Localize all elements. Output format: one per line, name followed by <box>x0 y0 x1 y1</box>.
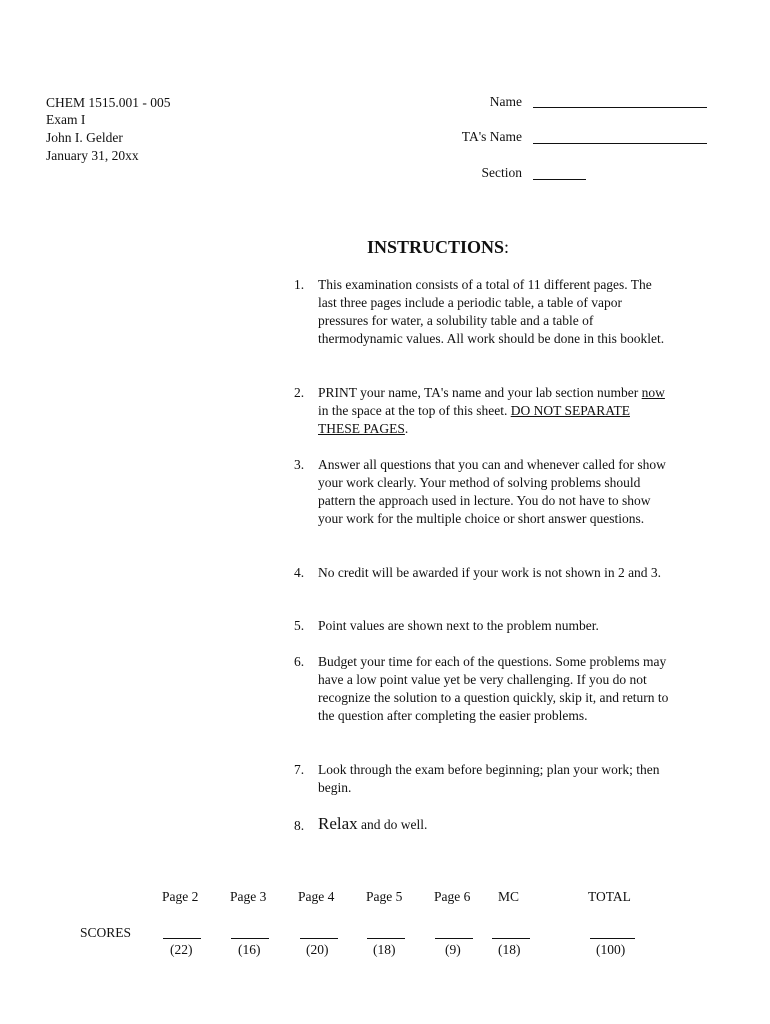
score-blank-page4[interactable] <box>300 938 338 939</box>
name-blank[interactable] <box>533 107 707 108</box>
score-head-page5: Page 5 <box>366 889 403 904</box>
score-head-page2: Page 2 <box>162 889 199 904</box>
score-blank-page3[interactable] <box>231 938 269 939</box>
ta-name-label: TA's Name <box>461 129 522 144</box>
score-points-total: (100) <box>596 942 626 957</box>
score-points-page4: (20) <box>306 942 329 957</box>
scores-label: SCORES <box>80 925 132 940</box>
score-blank-page6[interactable] <box>435 938 473 939</box>
score-blank-total[interactable] <box>590 938 635 939</box>
exam-date: January 31, 20xx <box>46 148 139 163</box>
score-points-mc: (18) <box>498 942 521 957</box>
score-points-page3: (16) <box>238 942 261 957</box>
score-points-page6: (9) <box>445 942 461 957</box>
name-label: Name <box>489 94 522 109</box>
section-blank[interactable] <box>533 179 586 180</box>
score-head-page6: Page 6 <box>434 889 471 904</box>
score-head-page3: Page 3 <box>230 889 267 904</box>
ta-name-blank[interactable] <box>533 143 707 144</box>
section-label: Section <box>481 165 522 180</box>
score-points-page2: (22) <box>170 942 193 957</box>
course-title: CHEM 1515.001 - 005 <box>46 95 171 110</box>
score-head-page4: Page 4 <box>298 889 335 904</box>
score-blank-page5[interactable] <box>367 938 405 939</box>
instructor-name: John I. Gelder <box>46 130 123 145</box>
score-blank-mc[interactable] <box>492 938 530 939</box>
score-points-page5: (18) <box>373 942 396 957</box>
score-head-total: TOTAL <box>588 889 631 904</box>
exam-label: Exam I <box>46 112 86 127</box>
score-blank-page2[interactable] <box>163 938 201 939</box>
score-head-mc: MC <box>498 889 520 904</box>
instructions-title: INSTRUCTIONS: <box>367 237 510 257</box>
